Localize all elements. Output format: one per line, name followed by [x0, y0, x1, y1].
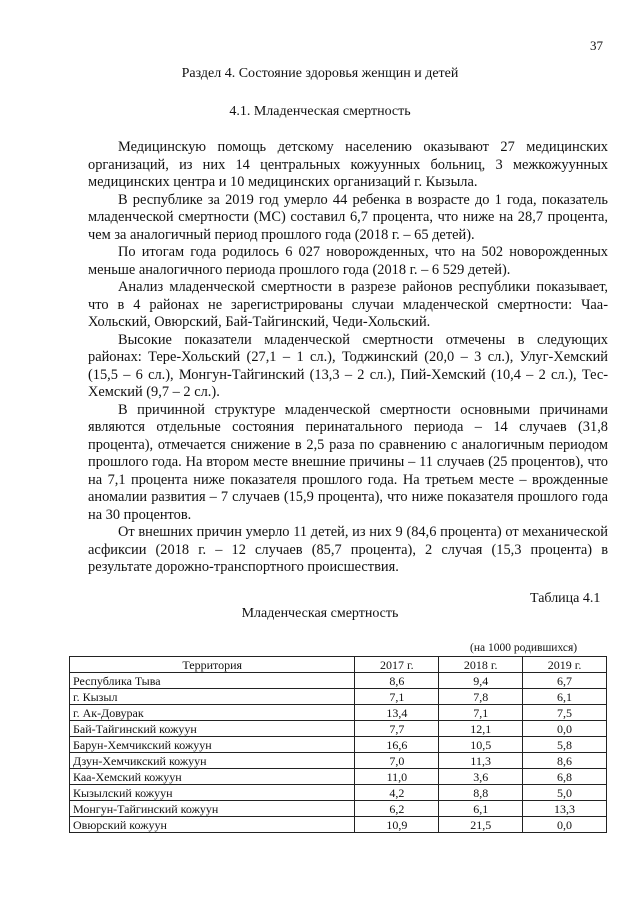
value-2019: 0,0: [523, 721, 607, 737]
value-2019: 13,3: [523, 801, 607, 817]
value-2018: 10,5: [439, 737, 523, 753]
page-number: 37: [590, 38, 603, 53]
territory-cell: г. Кызыл: [70, 689, 355, 705]
section-title: Раздел 4. Состояние здоровья женщин и детей: [181, 66, 459, 81]
table-row: [70, 785, 607, 801]
paragraph: В причинной структуре младенческой смертности основными причинами являются отдельные состояния перинатального периода – 14 случаев (31,8 процента), отмечается снижение в 2,5 раза по сравнению с аналогичным периодом прошлого года. На втором месте внешние причины – 11 случаев (25 процентов), что на 7,1 процента ниже показателя прошлого года. На третьем месте – врожденные аномалии развития – 7 случаев (15,9 процента), что ниже показателя прошлого года на 30 процентов.: [88, 401, 608, 523]
value-2017: 4,2: [355, 785, 439, 801]
value-2019: 6,7: [523, 673, 607, 689]
table-row: [70, 673, 607, 689]
value-2018: 12,1: [439, 721, 523, 737]
table-header-row: [70, 657, 607, 673]
table-row: [70, 737, 607, 753]
table-label: Таблица 4.1: [530, 591, 601, 606]
value-2017: 7,7: [355, 721, 439, 737]
table-row: [70, 769, 607, 785]
paragraph: Медицинскую помощь детскому населению оказывают 27 медицинских организаций, из них 14 центральных кожуунных больниц, 3 межкожуунных медицинских центра и 10 медицинских организаций г. Кызыла.: [88, 139, 608, 190]
value-2019: 7,5: [523, 705, 607, 721]
value-2018: 21,5: [439, 817, 523, 833]
value-2019: 6,1: [523, 689, 607, 705]
table-row: [70, 721, 607, 737]
header-2019: 2019 г.: [523, 657, 607, 673]
table-row: [70, 817, 607, 833]
value-2017: 6,2: [355, 801, 439, 817]
value-2018: 7,1: [439, 705, 523, 721]
table-row: [70, 689, 607, 705]
territory-cell: Дзун-Хемчикский кожуун: [70, 753, 355, 769]
header-2018: 2018 г.: [439, 657, 523, 673]
territory-cell: г. Ак-Довурак: [70, 705, 355, 721]
territory-cell: Бай-Тайгинский кожуун: [70, 721, 355, 737]
table-row: [70, 753, 607, 769]
value-2018: 9,4: [439, 673, 523, 689]
value-2019: 6,8: [523, 769, 607, 785]
paragraph: От внешних причин умерло 11 детей, из них 9 (84,6 процента) от механической асфиксии (2018 г. – 12 случаев (85,7 процента), 2 случая (15,3 процента) в результате дорожно-транспортного происшествия.: [88, 524, 608, 575]
value-2017: 8,6: [355, 673, 439, 689]
header-territory: Территория: [70, 657, 355, 673]
body-text: [88, 139, 608, 577]
paragraph: Высокие показатели младенческой смертности отмечены в следующих районах: Тере-Хольский (27,1 – 1 сл.), Тоджинский (20,0 – 3 сл.), Улуг-Хемский (15,5 – 6 сл.), Монгун-Тайгинский (13,3 – 2 сл.), Пий-Хемский (10,4 – 2 сл.), Тес-Хемский (9,7 – 2 сл.).: [88, 331, 608, 400]
value-2018: 8,8: [439, 785, 523, 801]
table-unit-note: (на 1000 родившихся): [470, 642, 578, 654]
table-row: [70, 705, 607, 721]
value-2019: 8,6: [523, 753, 607, 769]
territory-cell: Республика Тыва: [70, 673, 355, 689]
territory-cell: Каа-Хемский кожуун: [70, 769, 355, 785]
value-2018: 7,8: [439, 689, 523, 705]
paragraph: Анализ младенческой смертности в разрезе районов республики показывает, что в 4 районах не зарегистрированы случаи младенческой смертности: Чаа-Хольский, Овюрский, Бай-Тайгинский, Чеди-Хольский.: [88, 279, 608, 330]
territory-cell: Овюрский кожуун: [70, 817, 355, 833]
paragraph: В республике за 2019 год умерло 44 ребенка в возрасте до 1 года, показатель младенческой смертности (МС) составил 6,7 процента, что ниже на 28,7 процента, чем за аналогичный период прошлого года (2018 г. – 65 детей).: [88, 191, 608, 243]
territory-cell: Кызылский кожуун: [70, 785, 355, 801]
territory-cell: Монгун-Тайгинский кожуун: [70, 801, 355, 817]
value-2019: 0,0: [523, 817, 607, 833]
value-2017: 16,6: [355, 737, 439, 753]
value-2019: 5,8: [523, 737, 607, 753]
territory-cell: Барун-Хемчикский кожуун: [70, 737, 355, 753]
value-2017: 7,1: [355, 689, 439, 705]
paragraph: По итогам года родилось 6 027 новорожденных, что на 502 новорожденных меньше аналогичного периода прошлого года (2018 г. – 6 529 детей).: [88, 244, 608, 278]
header-2017: 2017 г.: [355, 657, 439, 673]
table-row: [70, 801, 607, 817]
value-2017: 10,9: [355, 817, 439, 833]
value-2018: 11,3: [439, 753, 523, 769]
value-2017: 11,0: [355, 769, 439, 785]
value-2017: 7,0: [355, 753, 439, 769]
mortality-table: [69, 656, 607, 833]
subsection-title: 4.1. Младенческая смертность: [229, 104, 411, 119]
value-2017: 13,4: [355, 705, 439, 721]
value-2019: 5,0: [523, 785, 607, 801]
value-2018: 6,1: [439, 801, 523, 817]
table-caption: Младенческая смертность: [241, 606, 399, 621]
value-2018: 3,6: [439, 769, 523, 785]
